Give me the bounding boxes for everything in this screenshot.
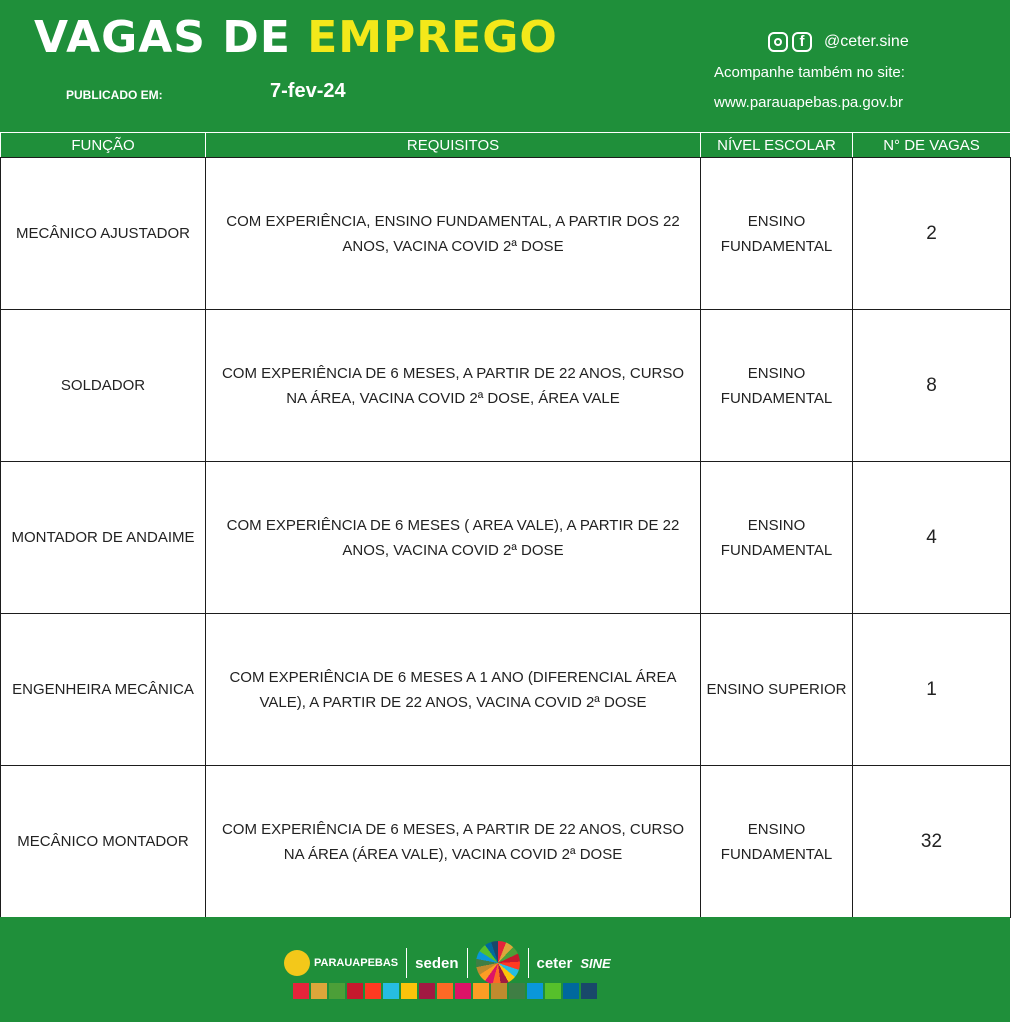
cell-funcao: MONTADOR DE ANDAIME (1, 462, 206, 614)
sine-logo-text: SINE (580, 955, 611, 971)
sdg-wheel-icon (476, 941, 520, 985)
sdg-goal-icon (509, 983, 525, 999)
cell-requisitos: COM EXPERIÊNCIA DE 6 MESES A 1 ANO (DIFERENCIAL ÁREA VALE), A PARTIR DE 22 ANOS, VACINA COVID 2ª DOSE (206, 614, 701, 766)
cell-requisitos: COM EXPERIÊNCIA DE 6 MESES ( AREA VALE), A PARTIR DE 22 ANOS, VACINA COVID 2ª DOSE (206, 462, 701, 614)
column-header-nivel: NÍVEL ESCOLAR (701, 133, 853, 158)
column-header-requisitos: REQUISITOS (206, 133, 701, 158)
cell-funcao: MECÂNICO AJUSTADOR (1, 158, 206, 310)
seden-logo-text: seden (415, 954, 459, 972)
sdg-goal-icon (365, 983, 381, 999)
cell-nivel: ENSINO FUNDAMENTAL (701, 462, 853, 614)
ceter-logo-text: ceter (536, 954, 573, 972)
sdg-goal-icon (293, 983, 309, 999)
ceter-logo (537, 955, 573, 972)
prefeitura-logo-text: PARAUAPEBAS (314, 957, 399, 969)
social-handle[interactable]: @ceter.sine (824, 33, 909, 50)
published-date: 7-fev-24 (270, 80, 346, 102)
sdg-goal-icon (419, 983, 435, 999)
logo-divider (528, 948, 529, 978)
logo-divider (467, 948, 468, 978)
jobs-table (0, 132, 1011, 918)
sdg-goal-icon (455, 983, 471, 999)
footer-banner (0, 917, 1010, 1022)
table-row (1, 310, 1011, 462)
partner-logos (284, 939, 611, 987)
cell-vagas: 8 (853, 310, 1011, 462)
sdg-goal-icon (311, 983, 327, 999)
sdg-goal-icon (581, 983, 597, 999)
cell-funcao: SOLDADOR (1, 310, 206, 462)
sdg-goal-icon (491, 983, 507, 999)
seden-logo (415, 955, 458, 972)
sine-logo (580, 956, 610, 971)
cell-vagas: 2 (853, 158, 1011, 310)
title-part-1: VAGAS DE (34, 12, 291, 63)
sdg-goal-icon (383, 983, 399, 999)
prefeitura-logo (284, 950, 398, 976)
sdg-goal-icon (563, 983, 579, 999)
table-row (1, 614, 1011, 766)
cell-vagas: 4 (853, 462, 1011, 614)
table-row (1, 766, 1011, 918)
facebook-icon[interactable]: f (792, 32, 812, 52)
sdg-goal-icon (329, 983, 345, 999)
social-links (768, 30, 909, 54)
cell-requisitos: COM EXPERIÊNCIA DE 6 MESES, A PARTIR DE 22 ANOS, CURSO NA ÁREA, VACINA COVID 2ª DOSE, ÁREA VALE (206, 310, 701, 462)
sdg-goal-icons (293, 983, 597, 999)
sdg-goal-icon (527, 983, 543, 999)
published-label: PUBLICADO EM: (66, 88, 163, 102)
instagram-icon[interactable] (768, 32, 788, 52)
sdg-goal-icon (347, 983, 363, 999)
sdg-goal-icon (437, 983, 453, 999)
column-header-funcao: FUNÇÃO (1, 133, 206, 158)
table-row (1, 462, 1011, 614)
cell-funcao: ENGENHEIRA MECÂNICA (1, 614, 206, 766)
sdg-goal-icon (401, 983, 417, 999)
cell-nivel: ENSINO FUNDAMENTAL (701, 766, 853, 918)
title-part-2: EMPREGO (307, 12, 558, 63)
table-header-row (1, 133, 1011, 158)
website-link[interactable]: www.parauapebas.pa.gov.br (714, 94, 904, 111)
prefeitura-mark-icon (284, 950, 310, 976)
header-banner (0, 0, 1010, 132)
cell-nivel: ENSINO FUNDAMENTAL (701, 158, 853, 310)
page-title (34, 8, 558, 68)
cell-vagas: 32 (853, 766, 1011, 918)
cell-nivel: ENSINO FUNDAMENTAL (701, 310, 853, 462)
sdg-goal-icon (545, 983, 561, 999)
column-header-vagas: N° DE VAGAS (853, 133, 1011, 158)
cell-funcao: MECÂNICO MONTADOR (1, 766, 206, 918)
cell-requisitos: COM EXPERIÊNCIA, ENSINO FUNDAMENTAL, A PARTIR DOS 22 ANOS, VACINA COVID 2ª DOSE (206, 158, 701, 310)
table-row (1, 158, 1011, 310)
cell-vagas: 1 (853, 614, 1011, 766)
cell-requisitos: COM EXPERIÊNCIA DE 6 MESES, A PARTIR DE 22 ANOS, CURSO NA ÁREA (ÁREA VALE), VACINA COVID 2ª DOSE (206, 766, 701, 918)
sdg-goal-icon (473, 983, 489, 999)
logo-divider (406, 948, 407, 978)
cell-nivel: ENSINO SUPERIOR (701, 614, 853, 766)
follow-text: Acompanhe também no site: (714, 64, 905, 81)
